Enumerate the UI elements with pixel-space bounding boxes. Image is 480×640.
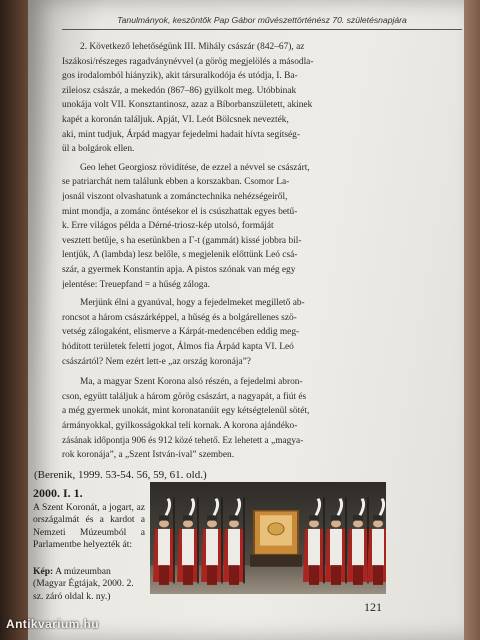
text-line: rok koronája”, a „Szent István-ival” szemben. [62, 450, 235, 461]
text-line: Iszákosi/részeges ragadványnévvel (a görög megjelölés a másodla- [62, 56, 314, 67]
paragraph-2 [62, 161, 374, 292]
caption-label: Kép: [33, 566, 54, 577]
text-line: 2. Következő lehetőségünk III. Mihály császár (842–67), az [80, 42, 305, 52]
text-line: jelentése: Treuepfand = a hűség záloga. [62, 279, 210, 290]
text-line: cson, együtt találjuk a három görög császárt, a nagyapát, a fiút és [62, 391, 307, 402]
text-line: josnál viszont olvashatunk a zománctechnika nehézségeiről, [62, 191, 288, 202]
text-line: vesztett betűje, s ha esetünkben a Γ-t (gammát) kissé jobbra bil- [62, 235, 302, 246]
entry-caption [33, 566, 145, 603]
text-line: lentjük, Λ (lambda) lesz belőle, s megjelenik előttünk Leó csá- [62, 250, 298, 261]
text-line: ármányokkal, gyilkosságokkal teli kornak. A korona ajándéko- [62, 420, 298, 431]
text-line: vetség zálogaként, elismerve a Kárpát-medencében eddig meg- [62, 327, 300, 338]
running-header: Tanulmányok, keszöntők Pap Gábor művészettörténész 70. születésnapjára [62, 13, 462, 30]
caption-text: A múzeumban (Magyar Égtájak, 2000. 2. sz. záró oldal k. ny.) [33, 566, 134, 602]
guards-photo-illustration [150, 482, 386, 594]
text-line: kapét a koronán találjuk. Apját, VI. Leót Bölcsnek nevezték, [62, 114, 289, 125]
text-line: se patriarchát nem találunk ebben a korszakban. Csomor La- [62, 177, 290, 188]
entry-date: 2000. I. 1. [33, 486, 83, 500]
text-line: mint mondja, a zománc öntésekor el is csúszhattak egyes betű- [62, 206, 298, 217]
text-line: hódított területek feletti jogot, Álmos fia Árpád kapta VI. Leó [62, 341, 294, 352]
text-line: szár, a gyermek Konstantin apja. A pistos szónak van még egy [62, 264, 296, 275]
text-line: Ma, a magyar Szent Korona alsó részén, a fejedelmi abron- [80, 377, 303, 388]
museum-photo [150, 482, 386, 594]
text-line: Merjünk élni a gyanúval, hogy a fejedelmeket megillető ab- [80, 298, 305, 309]
text-line: a még gyermek unokát, mint koronatanúit egy kétségtelenül sötét, [62, 406, 310, 417]
text-line: császártól? Nem ezért lett-e „az ország koronája”? [62, 356, 251, 367]
text-line: zásának időpontja 906 és 912 közé tehető. Ez lehetett a „magya- [62, 435, 304, 446]
text-line: k. Erre világos példa a Dérné-triosz-kép utolsó, formáját [62, 221, 274, 232]
text-line: zileiosz császár, a mekedón (867–86) gyilkolt meg. Utóbbinak [62, 85, 297, 96]
entry-body: A Szent Koronát, a jogart, az országalmát és a kardot a Nemzeti Múzeumból a Parlamentbe helyezték át: [33, 502, 145, 551]
paragraph-1 [62, 40, 374, 157]
paragraph-3b [62, 375, 374, 463]
text-line: ül a bolgárok ellen. [62, 144, 135, 155]
source-citation: (Berenik, 1999. 53-54. 56, 59, 61. old.) [34, 468, 207, 481]
watermark: Antikvarium.hu [6, 617, 99, 631]
text-line: unokája volt VII. Konsztantinosz, azaz a Bíborbanszületett, akinek [62, 100, 313, 111]
paragraph-3 [62, 296, 374, 369]
text-line: aki, mint tudjuk, Árpád magyar fejedelmi hadait hívta segítség- [62, 129, 300, 140]
text-line: Geo lehet Georgiosz rövidítése, de ezzel a névvel se császárt, [80, 162, 310, 173]
page-number: 121 [364, 600, 382, 614]
text-line: roncsot a három császárképpel, a hűség és a bolgárellenes szö- [62, 312, 297, 323]
text-line: gos irodalomból hiányzik), akit társuralkodója és utódja, I. Ba- [62, 71, 298, 82]
